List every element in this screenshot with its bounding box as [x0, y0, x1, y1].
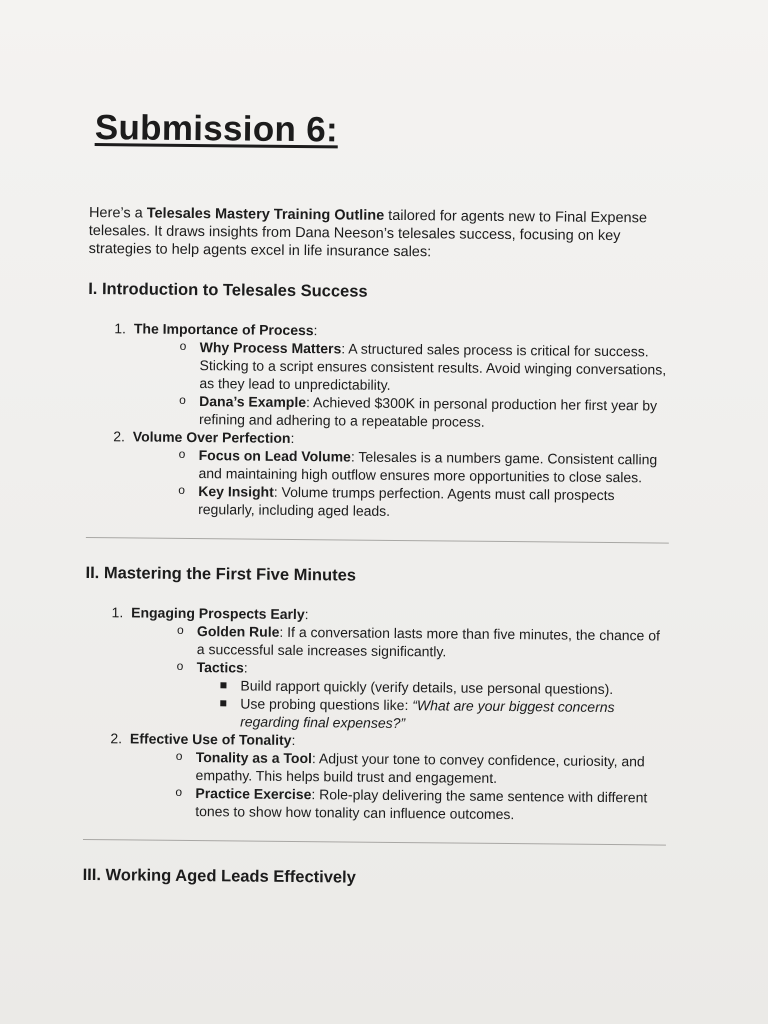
sub-list-item [175, 622, 670, 663]
sub-item-text: : [243, 659, 248, 676]
sub-list-item [177, 338, 672, 397]
item-label: The Importance of Process [133, 320, 314, 339]
sub-list-item [174, 748, 669, 789]
list-item: 2. Volume Over Perfection: o Focus on Lead Volume: Telesales is a numbers game. Consistent calling and maintaining high outflow ensures more opportunities to close sales. o Key Insight: Volume trumps perfection. Agents must call prospects regularly, including aged leads. [128, 427, 672, 522]
list-item: 1. The Importance of Process: o Why Process Matters: A structured sales process is critical for success. Sticking to a script ensures consistent results. Avoid winging conversations, as they lead to unpredictability. o Dana’s Example: Achieved $300K in personal production her first year by refining and adhering to a repeatable process. [129, 319, 673, 432]
list-item: 1. Engaging Prospects Early: o Golden Rule: If a conversation lasts more than five minutes, the chance of a successful sale increases significantly. o Tactics: Build rapport quickly (verify details, use personal questions). Use probing questions like: “What are your biggest concerns regarding final expenses?” [126, 603, 670, 734]
section-heading-2: II. Mastering the First Five Minutes [85, 563, 357, 585]
item-label: Volume Over Perfection [132, 428, 291, 446]
sub-item-text: : Telesales is a numbers game. Consistent calling and maintaining high outflow ensures more opportunities to close sales. [198, 448, 658, 486]
intro-suffix: tailored for agents new to Final Expense telesales. It draws insights from Dana Neeson’s telesales success, focusing on key strategies to help agents excel in life insurance sales: [88, 207, 648, 261]
bullet-text: Build rapport quickly (verify details, use personal questions). [240, 677, 614, 698]
bullet-text: Use probing questions like: [240, 695, 413, 714]
section-heading-1: I. Introduction to Telesales Success [88, 279, 368, 301]
sub-item-text: : Achieved $300K in personal production her first year by refining and adhering to a repeatable process. [198, 394, 658, 430]
sub-item-label: Focus on Lead Volume [198, 447, 351, 465]
sub-list-item [176, 446, 671, 487]
intro-paragraph [89, 204, 674, 264]
sub-item-text: : Volume trumps perfection. Agents must call prospects regularly, including aged leads. [198, 483, 615, 519]
sub-item-text: : Role-play delivering the same sentence with different tones to show how tonality can influence outcomes. [195, 786, 648, 823]
sub-list-item [177, 392, 672, 433]
list-item: 2. Effective Use of Tonality: o Tonality as a Tool: Adjust your tone to convey confidence, curiosity, and empathy. This helps build trust and engagement. o Practice Exercise: Role-play delivering the same sentence with different tones to show how tonality can influence outcomes. [125, 729, 669, 824]
horizontal-rule [83, 839, 666, 846]
bullet-item [218, 694, 669, 734]
sub-item-label: Key Insight [198, 483, 274, 500]
intro-prefix: Here’s a [88, 204, 147, 222]
document-content [82, 108, 675, 911]
sub-list [129, 747, 669, 824]
item-label: Effective Use of Tonality [129, 730, 292, 748]
sub-list-item [174, 658, 670, 735]
sub-item-label: Practice Exercise [195, 785, 312, 803]
sub-item-text: : Adjust your tone to convey confidence, curiosity, and empathy. This helps build trust and engagement. [195, 750, 645, 786]
sub-item-label: Why Process Matters [199, 339, 342, 357]
section-heading-3: III. Working Aged Leads Effectively [82, 865, 356, 887]
intro-bold-title: Telesales Mastery Training Outline [146, 205, 385, 224]
section-2-list [83, 603, 670, 825]
sub-item-label: Tactics [196, 659, 244, 676]
sub-item-text: : A structured sales process is critical for success. Sticking to a script ensures consistent results. Avoid winging conversations, as they lead to unpredictability. [199, 340, 667, 393]
bullet-italic-quote: “What are your biggest concerns regarding final expenses?” [240, 697, 615, 732]
sub-item-text: : If a conversation lasts more than five minutes, the chance of a successful sale increases significantly. [196, 623, 661, 660]
sub-list-item [176, 482, 671, 523]
sub-item-label: Dana’s Example [199, 393, 307, 411]
sub-list-item [173, 784, 668, 825]
sub-list [132, 445, 672, 522]
sub-item-label: Golden Rule [196, 623, 280, 640]
sub-list [130, 621, 670, 734]
horizontal-rule [86, 537, 669, 544]
section-1-list [86, 319, 673, 523]
sub-list [133, 337, 673, 432]
page-title: Submission 6: [94, 108, 339, 150]
bullet-list [196, 676, 669, 735]
item-label: Engaging Prospects Early [131, 604, 305, 623]
sub-item-label: Tonality as a Tool [195, 749, 313, 767]
